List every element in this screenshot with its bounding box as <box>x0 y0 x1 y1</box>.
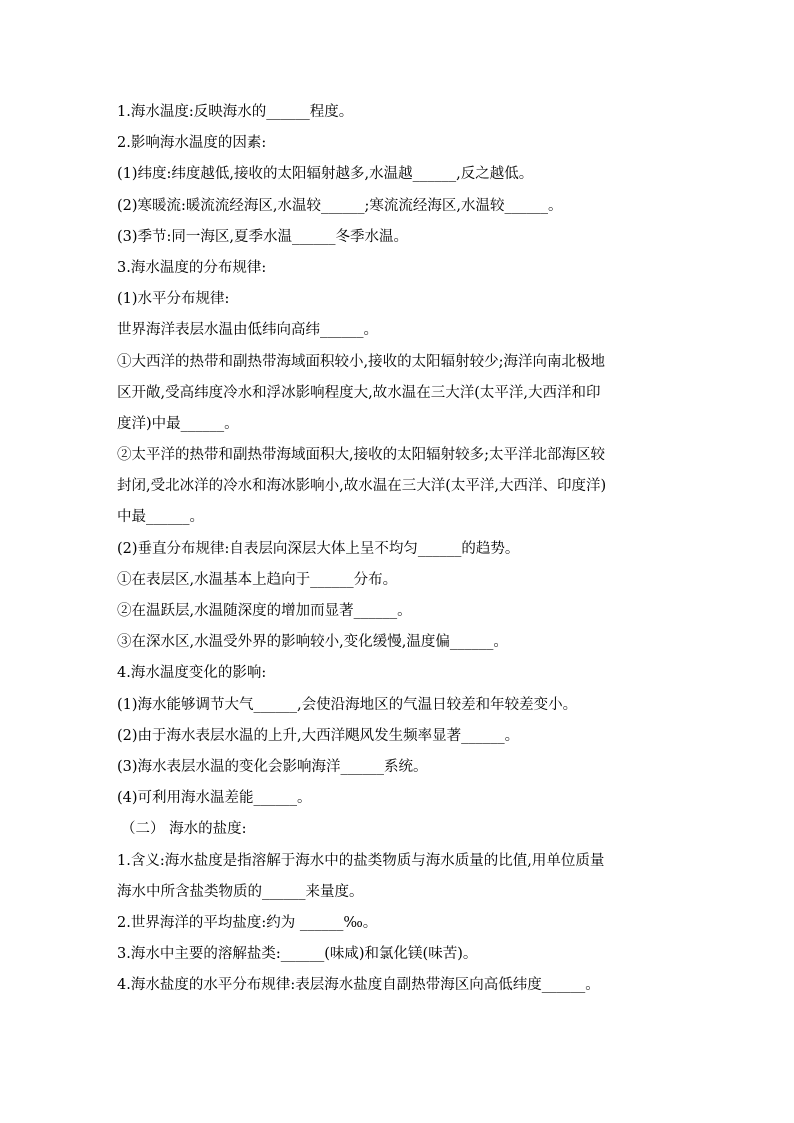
text-line: 2.世界海洋的平均盐度:约为 ______‰。 <box>117 914 378 931</box>
text-line: 3.海水中主要的溶解盐类:______(味咸)和氯化镁(味苦)。 <box>117 946 478 963</box>
section-heading: （二） 海水的盐度: <box>121 821 247 838</box>
text-line: 1.海水温度:反映海水的______程度。 <box>117 104 354 120</box>
text-line: (3)季节:同一海区,夏季水温______冬季水温。 <box>117 228 409 245</box>
text-line: ③在深水区,水温受外界的影响较小,变化缓慢,温度偏______。 <box>117 634 508 651</box>
text-line: (1)纬度:纬度越低,接收的太阳辐射越多,水温越______,反之越低。 <box>117 166 534 183</box>
text-line: ②太平洋的热带和副热带海域面积大,接收的太阳辐射较多;太平洋北部海区较 <box>117 447 605 464</box>
text-line: 1.含义:海水盐度是指溶解于海水中的盐类物质与海水质量的比值,用单位质量 <box>117 852 605 869</box>
document-body <box>117 97 677 1001</box>
text-line: (1)水平分布规律: <box>117 291 230 308</box>
text-line: 4.海水温度变化的影响: <box>117 665 267 682</box>
text-line: (4)可利用海水温差能______。 <box>117 790 312 807</box>
text-line: (2)寒暖流:暖流流经海区,水温较______;寒流流经海区,水温较______。 <box>117 197 563 214</box>
text-line: 封闭,受北冰洋的冷水和海冰影响小,故水温在三大洋(太平洋,大西洋、印度洋) <box>117 478 607 495</box>
text-line: 区开敞,受高纬度冷水和浮冰影响程度大,故水温在三大洋(太平洋,大西洋和印 <box>117 384 601 401</box>
text-line: 世界海洋表层水温由低纬向高纬______。 <box>117 322 378 339</box>
text-line: 3.海水温度的分布规律: <box>117 259 267 276</box>
text-line: ②在温跃层,水温随深度的增加而显著______。 <box>117 603 412 619</box>
text-line: (3)海水表层水温的变化会影响海洋______系统。 <box>117 758 428 775</box>
text-line: 2.影响海水温度的因素: <box>117 135 267 152</box>
text-line: 4.海水盐度的水平分布规律:表层海水盐度自副热带海区向高低纬度______。 <box>117 977 600 994</box>
text-line: (1)海水能够调节大气______,会使沿海地区的气温日较差和年较差变小。 <box>117 696 578 713</box>
text-line: ①在表层区,水温基本上趋向于______分布。 <box>117 571 398 588</box>
text-line: (2)垂直分布规律:自表层向深层大体上呈不均匀______的趋势。 <box>117 540 520 557</box>
text-line: 中最______。 <box>117 509 204 526</box>
text-line: (2)由于海水表层水温的上升,大西洋飓风发生频率显著______。 <box>117 727 520 744</box>
text-line: 海水中所含盐类物质的______来量度。 <box>117 883 364 900</box>
text-line: 度洋)中最______。 <box>117 415 239 432</box>
text-line: ①大西洋的热带和副热带海域面积较小,接收的太阳辐射较少;海洋向南北极地 <box>117 353 605 370</box>
